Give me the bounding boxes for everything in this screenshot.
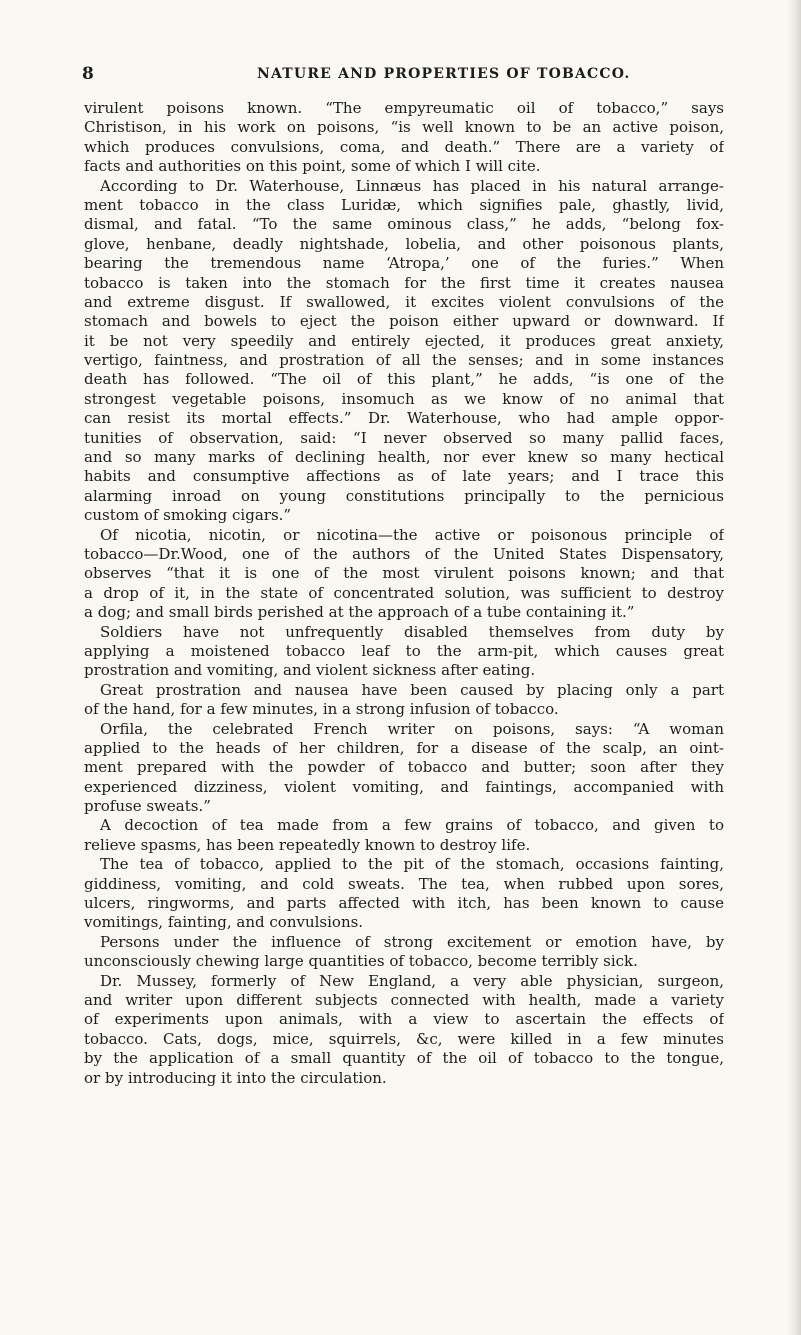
- text-line: alarming inroad on young constitutions principally to the pernicious: [84, 486, 724, 505]
- text-line: and writer upon different subjects connected with health, made a variety: [84, 990, 724, 1009]
- text-line: applied to the heads of her children, for a disease of the scalp, an oint-: [84, 738, 724, 757]
- text-line: glove, henbane, deadly nightshade, lobelia, and other poisonous plants,: [84, 234, 724, 253]
- text-line: Orfila, the celebrated French writer on poisons, says: “A woman: [100, 719, 724, 738]
- text-line: strongest vegetable poisons, insomuch as we know of no animal that: [84, 389, 724, 408]
- text-line: or by introducing it into the circulation.: [84, 1068, 387, 1087]
- text-line: Of nicotia, nicotin, or nicotina—the active or poisonous principle of: [100, 525, 724, 544]
- text-line: experienced dizziness, violent vomiting, and faintings, accompanied with: [84, 777, 724, 796]
- text-line: vertigo, faintness, and prostration of all the senses; and in some instances: [84, 351, 724, 370]
- text-line: tunities of observation, said: “I never observed so many pallid faces,: [84, 428, 724, 447]
- text-line: ment prepared with the powder of tobacco and butter; soon after they: [84, 758, 724, 777]
- text-line: observes “that it is one of the most virulent poisons known; and that: [84, 564, 724, 583]
- body-text: [84, 99, 724, 1088]
- text-line: of the hand, for a few minutes, in a strong infusion of tobacco.: [84, 700, 559, 719]
- text-line: it be not very speedily and entirely ejected, it produces great anxiety,: [84, 331, 724, 350]
- text-line: a dog; and small birds perished at the approach of a tube containing it.”: [84, 603, 635, 622]
- text-line: vomitings, fainting, and convulsions.: [84, 913, 364, 932]
- page-header: [82, 64, 722, 84]
- text-line: tobacco is taken into the stomach for the first time it creates nausea: [84, 273, 724, 292]
- text-line: virulent poisons known. “The empyreumatic oil of tobacco,” says: [84, 99, 724, 117]
- running-title: NATURE AND PROPERTIES OF TOBACCO.: [257, 66, 631, 82]
- text-line: The tea of tobacco, applied to the pit of the stomach, occasions fainting,: [100, 855, 724, 874]
- text-line: ment tobacco in the class Luridæ, which signifies pale, ghastly, livid,: [84, 195, 724, 214]
- text-line: Christison, in his work on poisons, “is well known to be an active poison,: [84, 118, 724, 137]
- text-line: unconsciously chewing large quantities of tobacco, become terribly sick.: [84, 952, 638, 971]
- text-line: and extreme disgust. If swallowed, it excites violent convulsions of the: [84, 292, 724, 311]
- text-line: relieve spasms, has been repeatedly known to destroy life.: [84, 835, 531, 854]
- text-line: Great prostration and nausea have been caused by placing only a part: [100, 680, 724, 699]
- text-line: According to Dr. Waterhouse, Linnæus has placed in his natural arrange-: [100, 176, 724, 195]
- text-line: a drop of it, in the state of concentrated solution, was sufficient to destroy: [84, 583, 724, 602]
- text-line: facts and authorities on this point, some of which I will cite.: [84, 157, 541, 176]
- text-line: tobacco—Dr.Wood, one of the authors of the United States Dispensatory,: [84, 544, 724, 563]
- text-line: Persons under the influence of strong excitement or emotion have, by: [100, 932, 724, 951]
- text-line: A decoction of tea made from a few grains of tobacco, and given to: [100, 816, 724, 835]
- text-line: applying a moistened tobacco leaf to the arm-pit, which causes great: [84, 641, 724, 660]
- text-line: habits and consumptive affections as of late years; and I trace this: [84, 467, 724, 486]
- text-line: Dr. Mussey, formerly of New England, a very able physician, surgeon,: [100, 971, 724, 990]
- text-line: dismal, and fatal. “To the same ominous class,” he adds, “belong fox-: [84, 215, 724, 234]
- text-line: of experiments upon animals, with a view to ascertain the effects of: [84, 1010, 724, 1029]
- text-line: stomach and bowels to eject the poison either upward or downward. If: [84, 312, 724, 331]
- text-line: Soldiers have not unfrequently disabled themselves from duty by: [100, 622, 724, 641]
- text-line: custom of smoking cigars.”: [84, 506, 292, 525]
- page-edge: [787, 0, 801, 1335]
- text-line: can resist its mortal effects.” Dr. Waterhouse, who had ample oppor-: [84, 409, 724, 428]
- text-line: giddiness, vomiting, and cold sweats. The tea, when rubbed upon sores,: [84, 874, 724, 893]
- page-number: 8: [82, 64, 95, 84]
- text-line: tobacco. Cats, dogs, mice, squirrels, &c, were killed in a few minutes: [84, 1029, 724, 1048]
- text-line: and so many marks of declining health, nor ever knew so many hectical: [84, 448, 724, 467]
- text-line: death has followed. “The oil of this plant,” he adds, “is one of the: [84, 370, 724, 389]
- text-line: prostration and vomiting, and violent sickness after eating.: [84, 661, 536, 680]
- text-line: profuse sweats.”: [84, 797, 211, 816]
- text-line: by the application of a small quantity of the oil of tobacco to the tongue,: [84, 1049, 724, 1068]
- text-line: bearing the tremendous name ‘Atropa,’ one of the furies.” When: [84, 254, 724, 273]
- text-line: ulcers, ringworms, and parts affected with itch, has been known to cause: [84, 894, 724, 913]
- text-line: which produces convulsions, coma, and death.” There are a variety of: [84, 137, 724, 156]
